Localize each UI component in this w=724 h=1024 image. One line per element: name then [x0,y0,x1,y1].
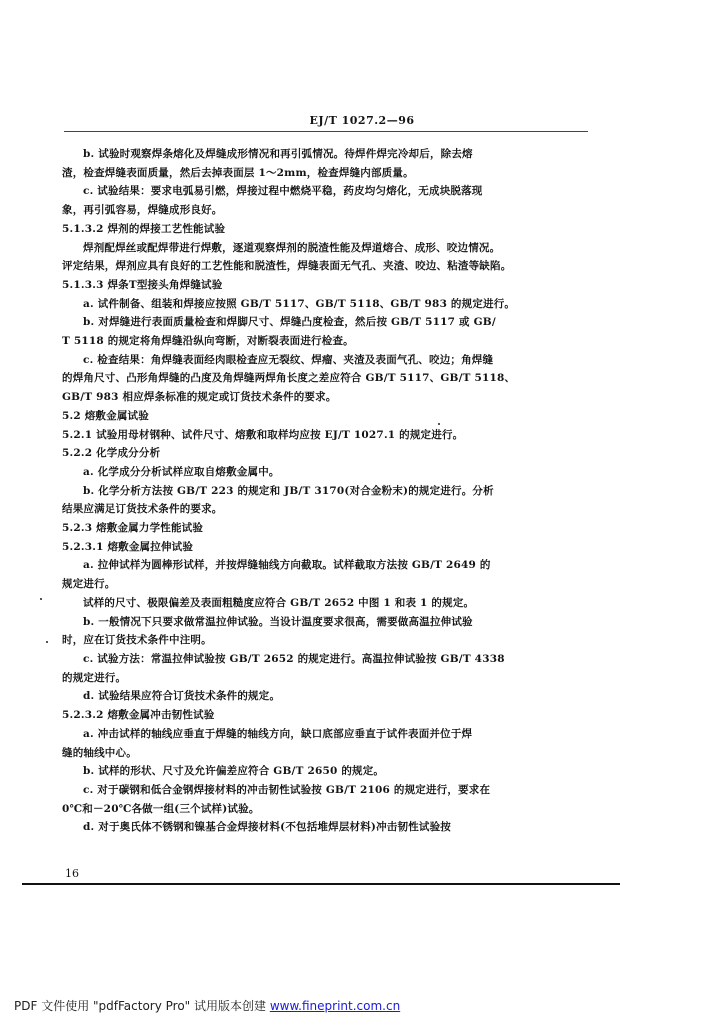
pdf-note-text: PDF 文件使用 "pdfFactory Pro" 试用版本创建 [14,999,270,1013]
text-line: 结果应满足订货技术条件的要求。 [62,503,223,516]
text-line: 5.2.3 熔敷金属力学性能试验 [62,522,204,535]
text-line: 5.1.3.2 焊剂的焊接工艺性能试验 [62,222,226,235]
text-line: 时，应在订货技术条件中注明。 [62,634,212,647]
text-line: 0℃和－20℃各做一组(三个试样)试验。 [62,802,260,815]
text-line: b. 化学分析方法按 GB/T 223 的规定和 JB/T 3170(对合金粉末)的规定进行。分析 [83,484,494,497]
text-line: a. 试件制备、组装和焊接应按照 GB/T 5117、GB/T 5118、GB/T 983 的规定进行。 [83,297,516,310]
document-body [62,145,562,837]
page-number: 16 [65,867,79,880]
text-line: 渣，检查焊缝表面质量，然后去掉表面层 1～2mm，检查焊缝内部质量。 [62,166,414,179]
text-line: 象，再引弧容易，焊缝成形良好。 [62,204,223,217]
text-line: d. 对于奥氏体不锈钢和镍基合金焊接材料(不包括堆焊层材料)冲击韧性试验按 [83,821,451,834]
text-line: 焊剂配焊丝或配焊带进行焊敷，逐道观察焊剂的脱渣性能及焊道熔合、成形、咬边情况。 [83,241,501,254]
text-line: a. 拉伸试样为圆棒形试样，并按焊缝轴线方向截取。试样截取方法按 GB/T 2649 的 [83,559,491,572]
text-line: a. 化学成分分析试样应取自熔敷金属中。 [83,465,280,478]
text-line: b. 一般情况下只要求做常温拉伸试验。当设计温度要求很高，需要做高温拉伸试验 [83,615,473,628]
page-header-code: EJ/T 1027.2—96 [309,114,415,127]
text-line: 5.2.3.1 熔敷金属拉伸试验 [62,540,194,553]
text-line: c. 对于碳钢和低合金钢焊接材料的冲击韧性试验按 GB/T 2106 的规定进行，要求在 [83,783,491,796]
text-line: 的焊角尺寸、凸形角焊缝的凸度及角焊缝两焊角长度之差应符合 GB/T 5117、GB/T 5118、 [62,372,516,385]
text-line: b. 试验时观察焊条熔化及焊缝成形情况和再引弧情况。待焊件焊完冷却后，除去熔 [83,148,473,160]
scan-speck [438,423,440,425]
fineprint-link[interactable]: www.fineprint.com.cn [269,999,401,1013]
scan-speck [40,598,42,600]
text-line: d. 试验结果应符合订货技术条件的规定。 [83,690,281,703]
text-line: c. 试验方法：常温拉伸试验按 GB/T 2652 的规定进行。高温拉伸试验按 GB/T 4338 [83,652,505,665]
text-line: 5.2.2 化学成分分析 [62,447,161,460]
text-line: b. 试样的形状、尺寸及允许偏差应符合 GB/T 2650 的规定。 [83,765,385,778]
text-line: a. 冲击试样的轴线应垂直于焊缝的轴线方向，缺口底部应垂直于试件表面并位于焊 [83,727,473,740]
text-line: 评定结果，焊剂应具有良好的工艺性能和脱渣性，焊缝表面无气孔、夹渣、咬边、粘渣等缺陷。 [62,260,512,273]
footer-rule [22,883,620,885]
text-line: T 5118 的规定将角焊缝沿纵向弯断，对断裂表面进行检查。 [62,335,354,348]
text-line: 5.2 熔敷金属试验 [62,409,149,422]
pdf-watermark-note [14,997,400,1014]
text-line: 试样的尺寸、极限偏差及表面粗糙度应符合 GB/T 2652 中图 1 和表 1 的规定。 [83,596,475,609]
text-line: 5.2.3.2 熔敷金属冲击韧性试验 [62,709,215,722]
text-line: c. 试验结果：要求电弧易引燃，焊接过程中燃烧平稳，药皮均匀熔化，无成块脱落现 [83,185,483,198]
text-line: 的规定进行。 [62,671,127,684]
text-line: c. 检查结果：角焊缝表面经肉眼检查应无裂纹、焊瘤、夹渣及表面气孔、咬边；角焊缝 [83,353,494,366]
text-line: 规定进行。 [62,578,116,591]
header-rule [64,131,588,132]
text-line: 5.2.1 试验用母材钢种、试件尺寸、熔敷和取样均应按 EJ/T 1027.1 的规定进行。 [62,428,464,441]
text-line: 5.1.3.3 焊条T型接头角焊缝试验 [62,278,223,291]
text-line: GB/T 983 相应焊条标准的规定或订货技术条件的要求。 [62,391,337,404]
text-line: 缝的轴线中心。 [62,746,137,759]
scan-speck [46,641,48,643]
text-line: b. 对焊缝进行表面质量检查和焊脚尺寸、焊缝凸度检查，然后按 GB/T 5117 或 GB/ [83,316,496,329]
